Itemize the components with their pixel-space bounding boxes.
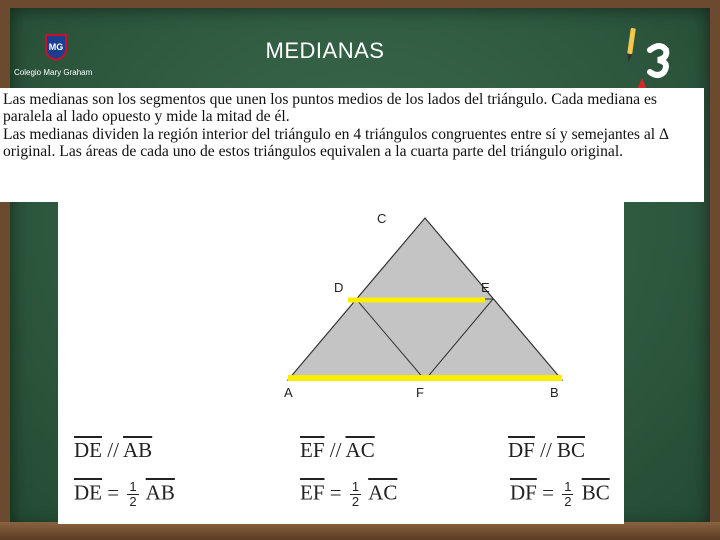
parallel-symbol: // (107, 438, 119, 462)
segment-label: $\overline{BC}$ (581, 480, 610, 505)
segment-label: $\overline{AC}$ (345, 438, 375, 462)
half-ef-ac (300, 480, 397, 509)
segment-label: $\overline{DF}$ (508, 438, 535, 462)
parallel-symbol: // (329, 438, 342, 462)
half-df-bc (510, 480, 610, 509)
segment-label: $\overline{AB}$ (145, 480, 175, 505)
equals-sign: = (329, 480, 342, 505)
number-icon (636, 46, 666, 92)
pencil-icon (626, 28, 636, 62)
segment-label: $\overline{EF}$ (300, 480, 325, 505)
segment-label: $\overline{EF}$ (300, 438, 325, 462)
segment-label: $\overline{BC}$ (557, 438, 586, 462)
vertex-e-label: E (481, 280, 490, 295)
fraction-one-half (127, 480, 138, 509)
parallel-ef-ac (300, 438, 375, 463)
fraction-numerator: 1 (129, 479, 137, 494)
fraction-numerator: 1 (564, 479, 572, 494)
definition-paragraph: Las medianas son los segmentos que unen los puntos medios de los lados del triángulo. Cada mediana es paralela al lado opuesto y mide la mitad de él. (3, 91, 657, 126)
triangle-diagram (58, 202, 624, 524)
fraction-denominator: 2 (129, 494, 137, 509)
board-frame (0, 522, 720, 540)
parallel-symbol: // (540, 438, 552, 462)
figure-panel (58, 202, 624, 524)
equals-sign: = (107, 480, 120, 505)
vertex-b-label: B (550, 385, 559, 400)
fraction-one-half (562, 480, 573, 509)
vertex-c-label: C (377, 211, 387, 226)
area-paragraph: Las medianas dividen la región interior del triángulo en 4 triángulos congruentes entre sí y semejantes al Δ original. Las áreas de cada uno de estos triángulos equivalen a la cuarta parte del triángulo original. (3, 125, 669, 161)
page-title: MEDIANAS (265, 38, 385, 63)
vertex-a-label: A (284, 385, 293, 400)
school-logo (43, 33, 69, 61)
fraction-denominator: 2 (564, 494, 572, 509)
equals-sign: = (542, 480, 554, 505)
vertex-d-label: D (334, 280, 344, 295)
fraction-denominator: 2 (351, 494, 360, 509)
chalk-decoration (620, 26, 690, 92)
segment-label: $\overline{DF}$ (510, 480, 537, 505)
segment-label: $\overline{DE}$ (74, 480, 102, 505)
segment-label: $\overline{DE}$ (74, 438, 102, 462)
vertex-f-label: F (416, 385, 424, 400)
text-panel (0, 88, 704, 202)
fraction-numerator: 1 (351, 479, 360, 494)
half-de-ab (74, 480, 175, 509)
school-name: Colegio Mary Graham (14, 68, 93, 77)
fraction-one-half (350, 480, 361, 509)
logo-text: MG (48, 42, 64, 52)
segment-label: $\overline{AB}$ (123, 438, 153, 462)
parallel-df-bc (508, 438, 585, 463)
parallel-de-ab (74, 438, 152, 463)
segment-label: $\overline{AC}$ (368, 480, 398, 505)
